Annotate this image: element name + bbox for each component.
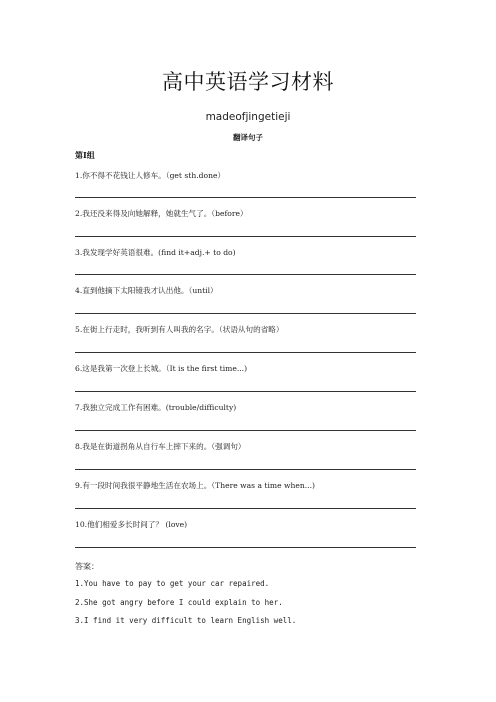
answer-line-8 <box>75 469 416 470</box>
question-7: 7.我独立完成工作有困难。(trouble/difficulty) <box>75 403 237 412</box>
question-3: 3.我发现学好英语很难。(find it+adj.+ to do) <box>75 248 236 257</box>
answer-2: 2.She got angry before I could explain to her. <box>75 598 283 607</box>
answer-line-7 <box>75 430 416 431</box>
question-1: 1.你不得不花钱让人修车。（get sth.done） <box>75 171 226 180</box>
question-9: 9.有一段时间我很平静地生活在农场上。（There was a time when...) <box>75 481 315 490</box>
question-4: 4.直到他摘下太阳镜我才认出他。（until） <box>75 286 218 295</box>
question-5: 5.在街上行走时，我听到有人叫我的名字。（状语从句的省略） <box>75 325 284 334</box>
question-6: 6.这是我第一次登上长城。（It is the first time...) <box>75 364 248 373</box>
answer-line-5 <box>75 352 416 353</box>
answer-line-4 <box>75 313 416 314</box>
answers-label: 答案： <box>75 562 99 571</box>
question-10: 10.他们相爱多长时间了？ (love) <box>75 520 188 529</box>
answer-line-9 <box>75 508 416 509</box>
answer-line-3 <box>75 274 416 275</box>
answer-line-1 <box>75 197 416 198</box>
answer-1: 1.You have to pay to get your car repaired. <box>75 579 270 588</box>
answer-3: 3.I find it very difficult to learn English well. <box>75 616 297 625</box>
section-heading: 翻译句子 <box>233 133 263 142</box>
question-8: 8.我是在街道拐角从自行车上摔下来的。（强调句） <box>75 442 246 451</box>
page-subtitle: madeofjingetieji <box>205 111 291 123</box>
page-title: 高中英语学习材料 <box>162 70 334 94</box>
answer-line-6 <box>75 391 416 392</box>
answer-line-2 <box>75 236 416 237</box>
question-2: 2.我还没来得及向她解释，她就生气了。（before） <box>75 209 248 218</box>
answer-line-10 <box>75 547 416 548</box>
group-label: 第Ⅰ组 <box>75 150 95 160</box>
